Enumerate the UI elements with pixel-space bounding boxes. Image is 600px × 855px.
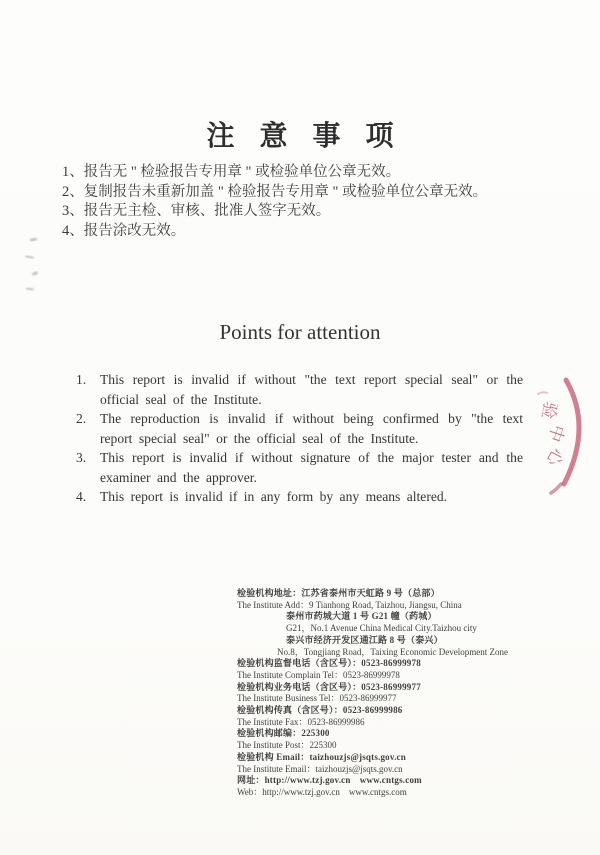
red-seal-fragment-icon — [530, 372, 600, 497]
page-title-english: Points for attention — [219, 320, 381, 344]
contact-post-cn: 检验机构邮编：225300 — [237, 728, 330, 739]
institute-contact-block — [237, 588, 547, 799]
contact-address-cn: 检验机构地址：江苏省泰州市天虹路 9 号（总部） — [237, 588, 440, 598]
contact-complain-tel-en: The Institute Complain Tel：0523-86999978 — [237, 669, 400, 680]
seal-char: 中 — [543, 421, 568, 445]
contact-address2-en: G21，No.1 Avenue China Medical City.Taizhou city — [286, 623, 477, 634]
contact-website-en: Web：http://www.tzj.gov.cn www.cntgs.com — [237, 786, 407, 797]
contact-email-cn: 检验机构 Email：taizhouzjs@jsqts.gov.cn — [237, 751, 406, 762]
list-number: 3. — [76, 450, 87, 465]
contact-website-cn: 网址：http://www.tzj.gov.cn www.cntgs.com — [237, 775, 422, 786]
seal-ink-tail — [551, 484, 561, 493]
seal-char: 心 — [541, 444, 568, 470]
smudge-mark — [30, 237, 37, 241]
chinese-note-item: 4、报告涂改无效。 — [62, 222, 186, 239]
chinese-note-item: 3、报告无主检、审核、批准人签字无效。 — [62, 203, 331, 219]
english-note-text: The reproduction is invalid if without being confirmed by "the text report special seal" or the official seal of the Institute. — [100, 411, 523, 446]
list-number: 2. — [76, 411, 87, 426]
seal-border-arc — [564, 380, 579, 484]
chinese-notes-list — [62, 163, 562, 241]
english-note-item — [76, 370, 523, 409]
list-number: 1. — [76, 372, 87, 387]
contact-address3-en: No.8，Tongjiang Road，Taixing Economic Development Zone — [277, 646, 508, 657]
chinese-note-item: 1、报告无 " 检验报告专用章 " 或检验单位公章无效。 — [62, 164, 401, 180]
contact-business-tel-en: The Institute Business Tel：0523-86999977 — [237, 693, 397, 704]
contact-fax-cn: 检验机构传真（含区号）：0523-86999986 — [237, 705, 403, 716]
english-note-item — [76, 448, 523, 487]
contact-address3-cn: 泰兴市经济开发区通江路 8 号（泰兴） — [286, 634, 443, 645]
contact-email-en: The Institute Email：taizhouzjs@jsqts.gov.cn — [237, 763, 403, 774]
contact-business-tel-cn: 检验机构业务电话（含区号）：0523-86999977 — [237, 681, 421, 692]
contact-address-en: The Institute Add：9 Tianhong Road, Taizhou, Jiangsu, China — [237, 599, 462, 610]
contact-post-en: The Institute Post：225300 — [237, 740, 337, 751]
list-number: 4. — [76, 489, 87, 504]
chinese-note-item: 2、复制报告未重新加盖 " 检验报告专用章 " 或检验单位公章无效。 — [62, 183, 488, 200]
scan-smudge-marks — [22, 236, 46, 308]
english-note-text: This report is invalid if without signature of the major tester and the examiner and the approver. — [100, 450, 523, 485]
english-note-item — [76, 409, 523, 448]
english-note-item — [76, 487, 523, 507]
seal-faint-mark — [538, 392, 547, 394]
seal-char: 验 — [537, 400, 560, 421]
smudge-mark — [26, 288, 34, 291]
contact-address2-cn: 泰州市药城大道 1 号 G21 幢（药城） — [286, 611, 437, 622]
english-note-text: This report is invalid if without "the text report special seal" or the official seal of the Institute. — [100, 372, 523, 407]
smudge-mark — [25, 255, 34, 258]
contact-complain-tel-cn: 检验机构监督电话（含区号）：0523-86999978 — [237, 658, 421, 669]
page-title-chinese: 注意事项 — [206, 119, 419, 152]
english-note-text: This report is invalid if in any form by any means altered. — [100, 489, 448, 504]
smudge-mark — [32, 271, 39, 276]
contact-fax-en: The Institute Fax：0523-86999986 — [237, 716, 365, 727]
english-notes-list — [76, 370, 523, 507]
